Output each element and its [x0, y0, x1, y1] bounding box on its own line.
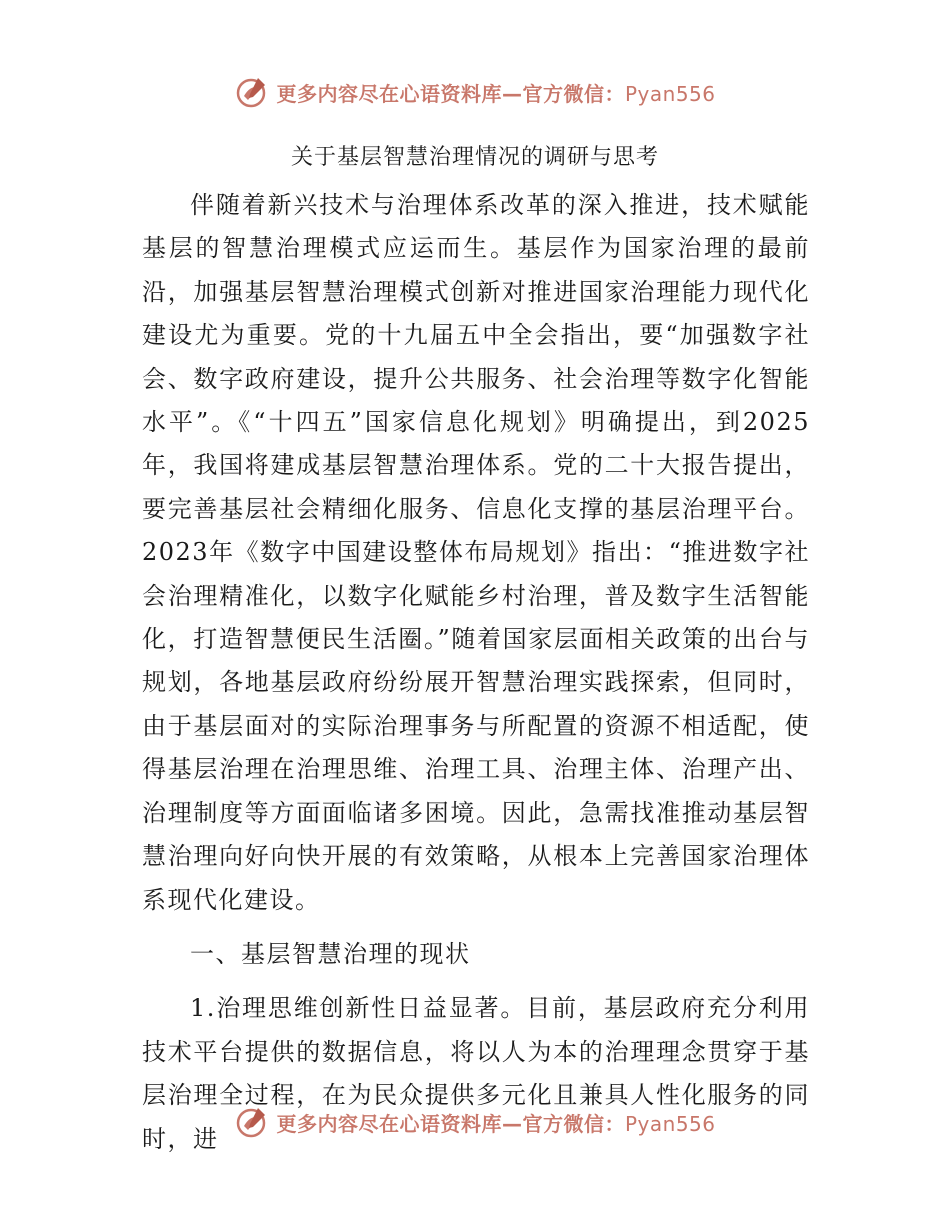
- banner-handle: Pyan556: [624, 81, 716, 106]
- intro-paragraph: 伴随着新兴技术与治理体系改革的深入推进，技术赋能基层的智慧治理模式应运而生。基层作为国家治理的最前沿，加强基层智慧治理模式创新对推进国家治理能力现代化建设尤为重要。党的十九届五中全会指出，要“加强数字社会、数字政府建设，提升公共服务、社会治理等数字化智能水平”。《“十四五”国家信息化规划》明确提出，到2025年，我国将建成基层智慧治理体系。党的二十大报告提出，要完善基层社会精细化服务、信息化支撑的基层治理平台。2023年《数字中国建设整体布局规划》指出：“推进数字社会治理精准化，以数字化赋能乡村治理，普及数字生活智能化，打造智慧便民生活圈。”随着国家层面相关政策的出台与规划，各地基层政府纷纷展开智慧治理实践探索，但同时，由于基层面对的实际治理事务与所配置的资源不相适配，使得基层治理在治理思维、治理工具、治理主体、治理产出、治理制度等方面面临诸多困境。因此，急需找准推动基层智慧治理向好向快开展的有效策略，从根本上完善国家治理体系现代化建设。: [142, 191, 810, 914]
- document-title: 关于基层智慧治理情况的调研与思考: [290, 145, 659, 170]
- banner-text: 更多内容尽在心语资料库—官方微信：Pyan556: [276, 81, 716, 106]
- logo-icon: [234, 74, 270, 110]
- banner-handle: Pyan556: [624, 1111, 716, 1136]
- item-paragraph: 1.治理思维创新性日益显著。目前，基层政府充分利用技术平台提供的数据信息，将以人为本的治理理念贯穿于基层治理全过程，在为民众提供多元化且兼具人性化服务的同时，进: [142, 994, 810, 1153]
- logo-icon: [234, 1104, 270, 1140]
- section-heading: 一、基层智慧治理的现状: [190, 939, 471, 968]
- footer-banner: [0, 1098, 950, 1146]
- document-body: [142, 184, 810, 1161]
- banner-text: 更多内容尽在心语资料库—官方微信：Pyan556: [276, 1111, 716, 1136]
- header-banner: [0, 68, 950, 116]
